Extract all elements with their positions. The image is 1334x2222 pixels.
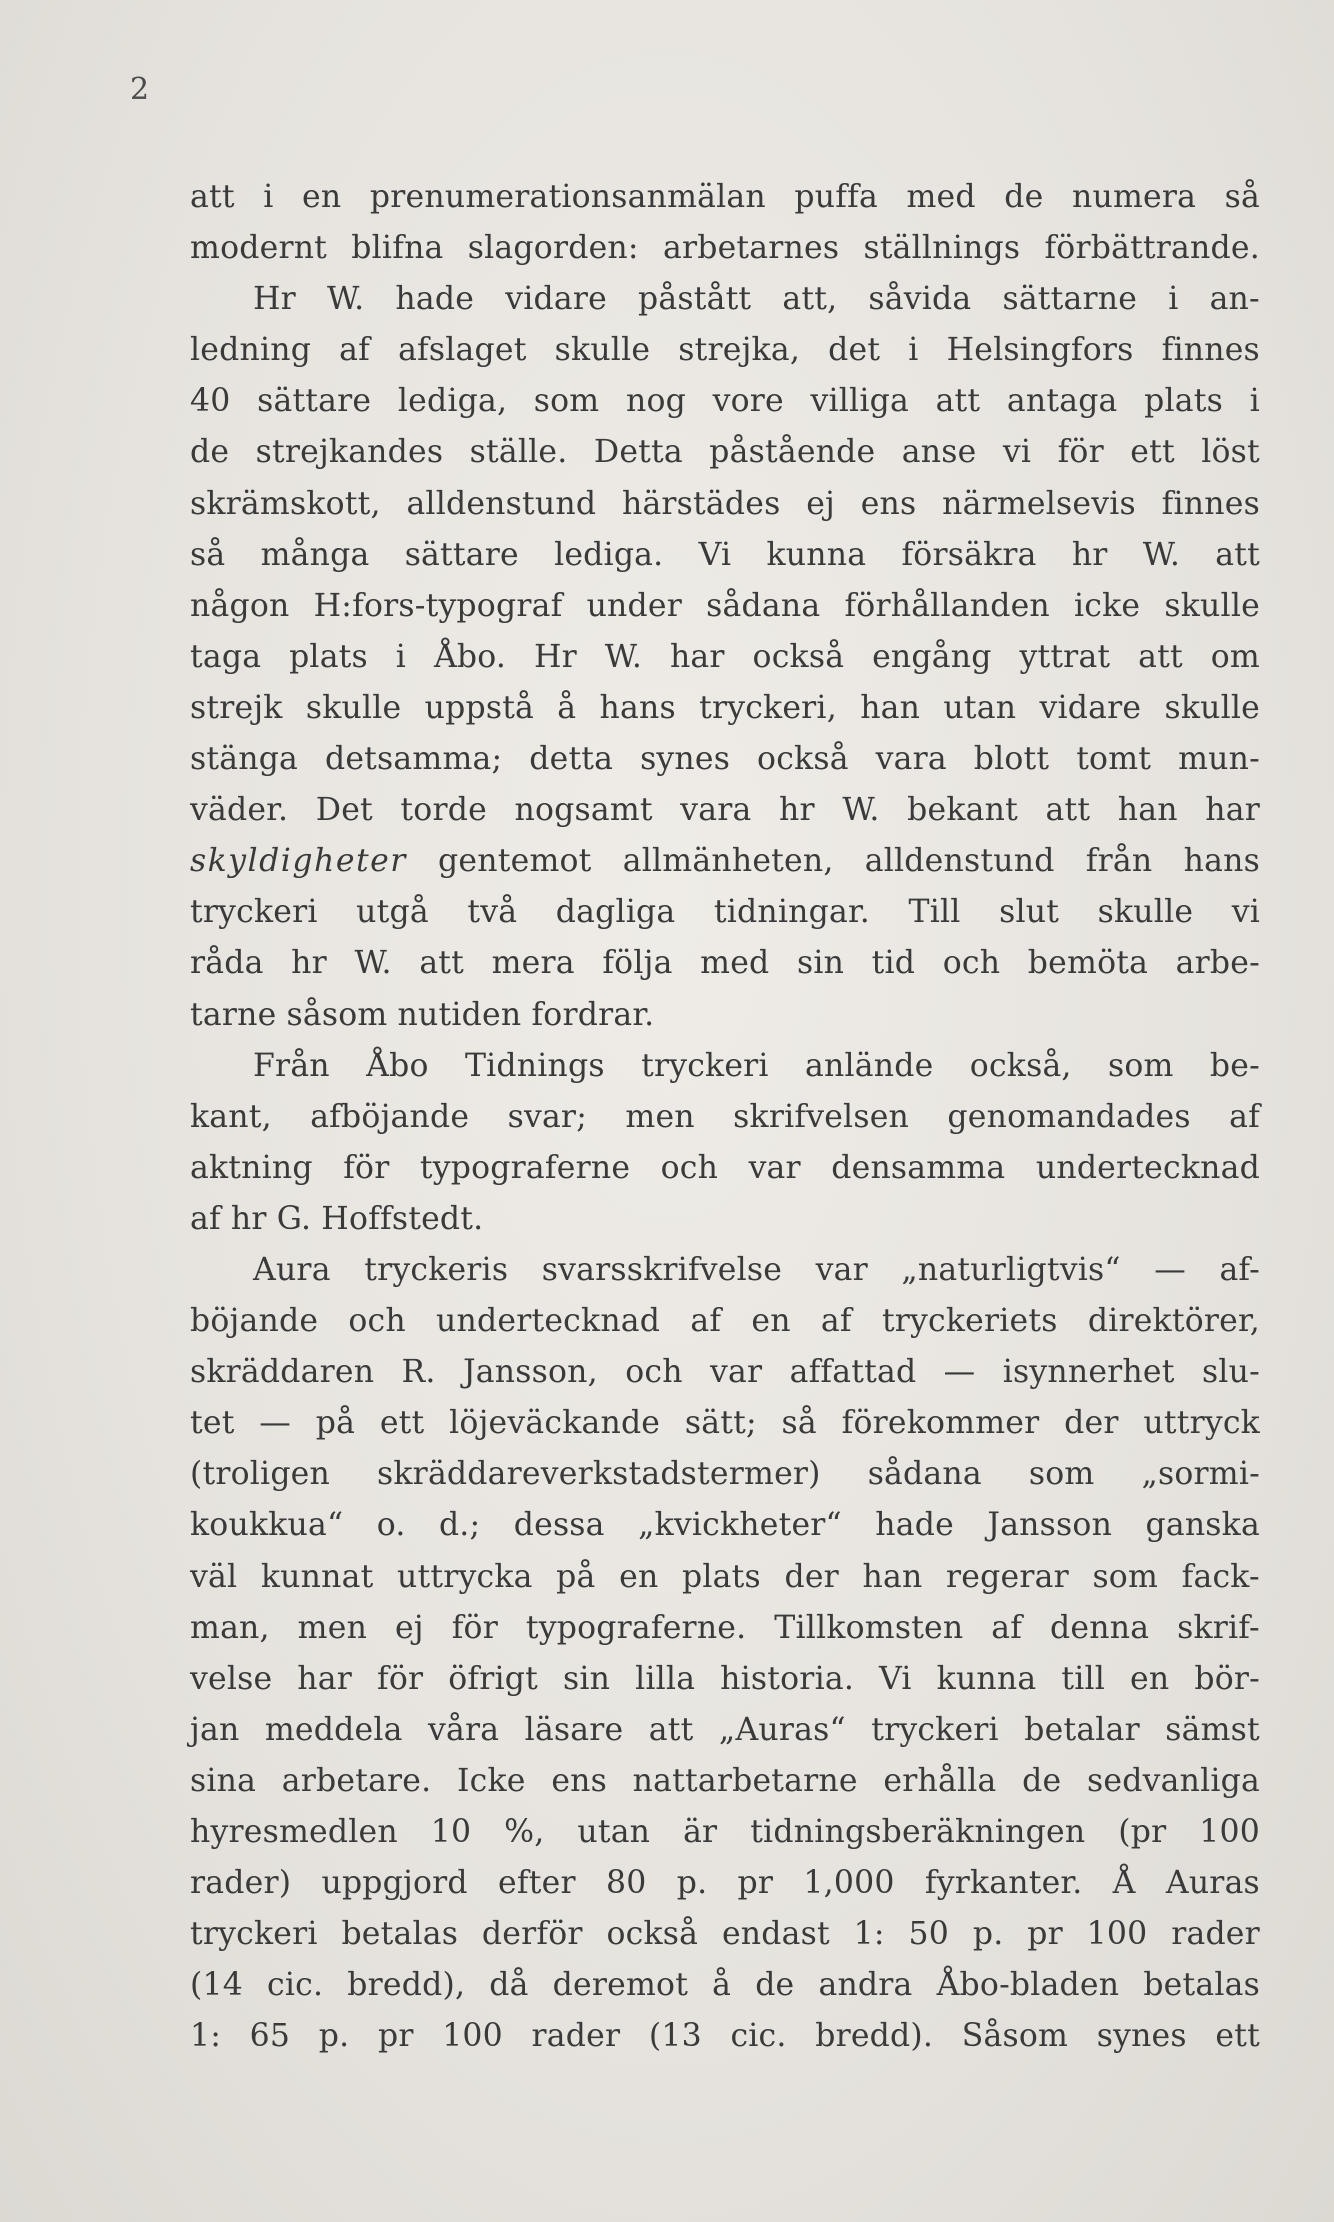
- body-text: [190, 172, 1260, 2062]
- text-line: modernt blifna slagorden: arbetarnes ställnings förbättrande.: [190, 230, 1260, 267]
- text-line: tet — på ett löjeväckande sätt; så förekommer der uttryck: [190, 1405, 1260, 1442]
- text-line: (14 cic. bredd), då deremot å de andra Åbo-bladen betalas: [190, 1967, 1260, 2004]
- text-line: 40 sättare lediga, som nog vore villiga att antaga plats i: [190, 383, 1260, 420]
- text-line: jan meddela våra läsare att „Auras“ tryckeri betalar sämst: [190, 1711, 1260, 1748]
- text-line: skräddaren R. Jansson, och var affattad — isynnerhet slu-: [190, 1354, 1260, 1391]
- text-line: någon H:fors-typograf under sådana förhållanden icke skulle: [190, 587, 1260, 624]
- text-line: tarne såsom nutiden fordrar.: [190, 996, 655, 1033]
- text-line: tryckeri betalas derför också endast 1: 50 p. pr 100 rader: [190, 1916, 1260, 1953]
- text-line: skyldigheter gentemot allmänheten, alldenstund från hans: [190, 843, 1260, 880]
- text-line: Hr W. hade vidare påstått att, såvida sättarne i an-: [253, 281, 1260, 318]
- text-line: ledning af afslaget skulle strejka, det i Helsingfors finnes: [190, 332, 1260, 369]
- text-line: 1: 65 p. pr 100 rader (13 cic. bredd). Såsom synes ett: [190, 2018, 1260, 2055]
- text-line: att i en prenumerationsanmälan puffa med de numera så: [190, 179, 1260, 215]
- text-line: stänga detsamma; detta synes också vara blott tomt mun-: [190, 741, 1260, 778]
- text-line: råda hr W. att mera följa med sin tid och bemöta arbe-: [190, 945, 1260, 982]
- text-line: (troligen skräddareverkstadstermer) sådana som „sormi-: [190, 1456, 1260, 1493]
- text-line: böjande och undertecknad af en af tryckeriets direktörer,: [190, 1303, 1260, 1340]
- text-line: skrämskott, alldenstund härstädes ej ens närmelsevis finnes: [190, 485, 1260, 522]
- text-line: sina arbetare. Icke ens nattarbetarne erhålla de sedvanliga: [190, 1762, 1260, 1799]
- text-line: strejk skulle uppstå å hans tryckeri, han utan vidare skulle: [190, 689, 1260, 726]
- text-line: Från Åbo Tidnings tryckeri anlände också, som be-: [253, 1047, 1260, 1084]
- text-line: Aura tryckeris svarsskrifvelse var „naturligtvis“ — af-: [253, 1251, 1260, 1288]
- text-line: kant, afböjande svar; men skrifvelsen genomandades af: [190, 1098, 1260, 1135]
- text-line: rader) uppgjord efter 80 p. pr 1,000 fyrkanter. Å Auras: [190, 1865, 1260, 1902]
- text-line: koukkua“ o. d.; dessa „kvickheter“ hade Jansson ganska: [190, 1507, 1260, 1544]
- text-line: af hr G. Hoffstedt.: [190, 1200, 484, 1237]
- text-line: så många sättare lediga. Vi kunna försäkra hr W. att: [190, 536, 1260, 573]
- text-line: tryckeri utgå två dagliga tidningar. Till slut skulle vi: [190, 894, 1260, 931]
- text-line: hyresmedlen 10 %, utan är tidningsberäkningen (pr 100: [190, 1814, 1260, 1850]
- text-line: aktning för typograferne och var densamma undertecknad: [190, 1149, 1260, 1186]
- page-number: 2: [130, 72, 150, 107]
- text-line: de strejkandes ställe. Detta påstående anse vi för ett löst: [190, 434, 1260, 471]
- text-line: man, men ej för typograferne. Tillkomsten af denna skrif-: [190, 1609, 1260, 1646]
- text-line: taga plats i Åbo. Hr W. har också engång yttrat att om: [190, 638, 1260, 675]
- text-line: väl kunnat uttrycka på en plats der han regerar som fack-: [190, 1558, 1260, 1595]
- text-line: väder. Det torde nogsamt vara hr W. bekant att han har: [190, 792, 1260, 829]
- text-line: velse har för öfrigt sin lilla historia. Vi kunna till en bör-: [190, 1660, 1260, 1697]
